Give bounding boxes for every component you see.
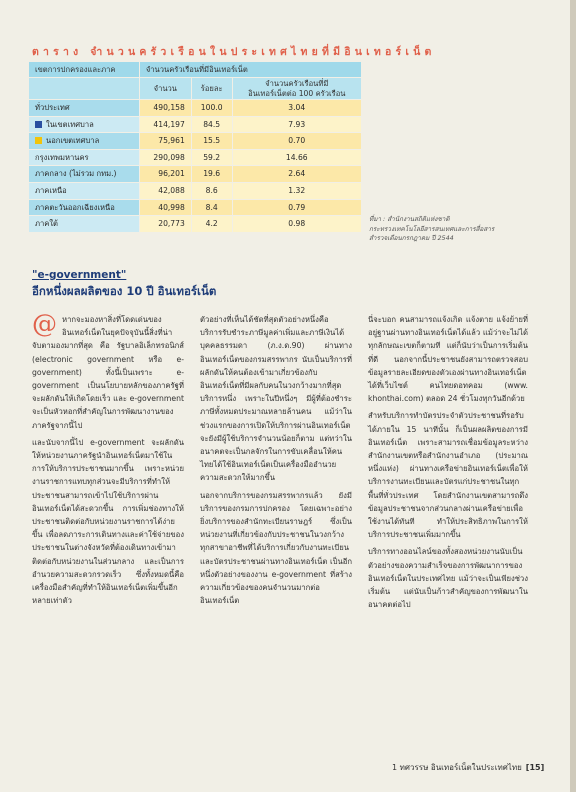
row-region: ภาคเหนือ — [29, 183, 139, 199]
article-column-1 — [32, 309, 184, 611]
row-per100: 14.66 — [233, 150, 361, 166]
header-group: จำนวนครัวเรือนที่มีอินเทอร์เน็ต — [140, 62, 361, 77]
footer-text: 1 ทศวรรษ อินเทอร์เน็ตในประเทศไทย — [392, 763, 522, 772]
table-row — [29, 200, 361, 216]
table-row — [29, 216, 361, 232]
article-paragraph: สำหรับบริการทำบัตรประจำตัวประชาชนที่รอรับได้ภายใน 15 นาทีนั้น ก็เป็นผลผลิตของการมีอินเทอร์เน็ต เพราะสามารถเชื่อมข้อมูลระหว่างสำนักงานเขตหรือสำนักงานอำเภอ (ประมาณหนึ่งแห่ง) ผ่านทางเครือข่ายอินเทอร์เน็ตเพื่อให้บริการงานทะเบียนและบัตรแก่ประชาชนในทุกพื้นที่ทั่วประเทศ โดยสำนักงานเขตสามารถดึงข้อมูลประชาชนจากส่วนกลางผ่านเครือข่ายเพื่อใช้งานได้ทันที ทำให้ประสิทธิภาพในการให้บริการประชาชนเพิ่มมากขึ้น — [368, 411, 528, 540]
header-per100-line1: จำนวนครัวเรือนที่มี — [265, 79, 329, 88]
table-row — [29, 133, 361, 149]
row-count: 490,158 — [140, 100, 191, 116]
row-region: ภาคกลาง (ไม่รวม กทม.) — [29, 166, 139, 182]
row-percent: 8.6 — [192, 183, 232, 199]
row-per100: 0.98 — [233, 216, 361, 232]
row-per100: 0.70 — [233, 133, 361, 149]
header-count: จำนวน — [140, 78, 191, 99]
table-row — [29, 117, 361, 133]
row-region-cell — [29, 133, 139, 149]
row-percent: 59.2 — [192, 150, 232, 166]
article-paragraph: นี่จะบอก คนสามารถแจ้งเกิด แจ้งตาย แจ้งย้ายที่อยู่ฐานผ่านทางอินเทอร์เน็ตได้แล้ว แม้ว่าจะไม่ได้ทุกลักษณะเขตก็ตามที แต่ก็นับว่าเป็นการเริ่มต้นที่ดี นอกจากนี้ประชาชนยังสามารถตรวจสอบข้อมูลรายละเอียดของตัวเองผ่านทางอินเทอร์เน็ตได้ที่เว็บไซต์ คนไทยดอทคอม (www. khonthai.com) ตลอด 24 ชั่วโมงทุกวันอีกด้วย — [368, 315, 528, 404]
section-title-line-2: อีกหนึ่งผลผลิตของ 10 ปี อินเทอร์เน็ต — [32, 284, 217, 298]
row-count: 20,773 — [140, 216, 191, 232]
table-source — [369, 215, 494, 244]
row-percent: 100.0 — [192, 100, 232, 116]
row-count: 414,197 — [140, 117, 191, 133]
article-paragraph — [32, 309, 184, 432]
row-count: 40,998 — [140, 200, 191, 216]
non-municipal-swatch-icon — [35, 137, 42, 144]
table-row — [29, 183, 361, 199]
article-paragraph: บริการทางออนไลน์ของทั้งสองหน่วยงานนับเป็นตัวอย่างของความสำเร็จของการพัฒนาการของอินเทอร์เน็ตในประเทศไทย แม้ว่าจะเป็นเพียงช่วงเริ่มต้น แต่นับเป็นก้าวสำคัญของการพัฒนาในอนาคตต่อไป — [368, 547, 528, 610]
row-count: 75,961 — [140, 133, 191, 149]
article-paragraph: นอกจากบริการของกรมสรรพากรแล้ว ยังมีบริการของกรมการปกครอง โดยเฉพาะอย่างยิ่งบริการของสำนักทะเบียนราษฎร์ ซึ่งเป็นหน่วยงานที่เกี่ยวข้องกับประชาชนในวงกว้าง ทุกสาขาอาชีพที่ได้บริการเกี่ยวกับงานทะเบียนและบัตรประชาชนผ่านทางอินเทอร์เน็ต เป็นอีกหนึ่งตัวอย่างของงาน e-government ที่สร้างความเกี่ยวข้องของคนจำนวนมากต่ออินเทอร์เน็ต — [200, 490, 352, 606]
household-internet-table — [28, 61, 362, 233]
table-row — [29, 100, 361, 116]
page-footer — [392, 761, 544, 774]
section-heading — [32, 269, 216, 301]
article-paragraph: และนับจากนี้ไป e-government จะผลักดันให้หน่วยงานภาครัฐนำอินเทอร์เน็ตมาใช้ในการให้บริการประชาชนมากขึ้น เพราะหน่วยงานราชการแทบทุกส่วนจะมีบริการที่ทำให้ประชาชนสามารถเข้าไปใช้บริการผ่านอินเทอร์เน็ตได้สะดวกขึ้น การเพิ่มช่องทางให้ประชาชนติดต่อกับหน่วยงานราชการได้ง่ายขึ้น เพื่อลดภาระการเดินทางและค่าใช้จ่ายของประชาชนในต่างจังหวัดที่ต้องเดินทางเข้ามาติดต่อกับหน่วยงานในส่วนกลาง และเป็นการอำนวยความสะดวกรวดเร็ว ซึ่งทั้งหมดนี้คือเครื่องมือสำคัญที่ทำให้อินเทอร์เน็ตเพิ่มขึ้นอีกหลายเท่าตัว — [32, 437, 184, 606]
table-title: ตาราง จำนวนครัวเรือนในประเทศไทยที่มีอินเทอร์เน็ต — [32, 46, 436, 58]
row-region: กรุงเทพมหานคร — [29, 150, 139, 166]
row-count: 290,098 — [140, 150, 191, 166]
source-line-3: สำรวจเดือนกรกฎาคม ปี 2544 — [369, 234, 454, 242]
article-paragraph: ตัวอย่างที่เห็นได้ชัดที่สุดตัวอย่างหนึ่งคือ บริการรับชำระภาษีมูลค่าเพิ่มและภาษีเงินได้บุคคลธรรมดา (ภ.ง.ด.90) ผ่านทางอินเทอร์เน็ตของกรมสรรพากร นับเป็นบริการที่ผลักดันให้คนต้องเข้ามาเกี่ยวข้องกับอินเทอร์เน็ตที่มีผลกับคนในวงกว้างมากที่สุดบริการหนึ่ง เพราะในปีหนึ่งๆ มีผู้ที่ต้องชำระภาษีทั้งหมดประมาณหลายล้านคน แม้ว่าในช่วงแรกของการเปิดให้บริการผ่านอินเทอร์เน็ตจะยังมีผู้ใช้บริการจำนวนน้อยก็ตาม แต่ทว่าในอนาคตจะเป็นกลจักรในการขับเคลื่อนให้คนไทยได้ใช้อินเทอร์เน็ตเป็นเครื่องมืออำนวยความสะดวกให้มากขึ้น — [200, 315, 352, 483]
row-percent: 84.5 — [192, 117, 232, 133]
table-row — [29, 166, 361, 182]
row-count: 96,201 — [140, 166, 191, 182]
row-region: ทั่วประเทศ — [29, 100, 139, 116]
row-per100: 0.79 — [233, 200, 361, 216]
row-region-cell — [29, 117, 139, 133]
page-number: [15] — [525, 763, 545, 772]
section-title-line-1: "e-government" — [32, 269, 127, 281]
header-percent: ร้อยละ — [192, 78, 232, 99]
row-per100: 1.32 — [233, 183, 361, 199]
page-edge — [570, 0, 576, 792]
article-column-3 — [368, 313, 528, 615]
table-header-row-2 — [29, 78, 361, 99]
row-region: นอกเขตเทศบาล — [46, 136, 100, 146]
row-percent: 8.4 — [192, 200, 232, 216]
row-per100: 2.64 — [233, 166, 361, 182]
row-percent: 4.2 — [192, 216, 232, 232]
row-region: ภาคตะวันออกเฉียงเหนือ — [29, 200, 139, 216]
source-line-1: ที่มา : สำนักงานสถิติแห่งชาติ — [369, 215, 450, 223]
article-column-2 — [200, 313, 352, 611]
row-region: ภาคใต้ — [29, 216, 139, 232]
row-percent: 15.5 — [192, 133, 232, 149]
paragraph-text: หากจะมองหาสิ่งที่โดดเด่นของอินเทอร์เน็ตในยุคปัจจุบันนี้สิ่งที่น่าจับตามองมากที่สุด คือ รัฐบาลอิเล็กทรอนิกส์ (electronic government หรือ e-government) ทั้งนี้เป็นเพราะ e-government เป็นนโยบายหลักของภาครัฐที่จะผลักดันให้เกิดโดยเร็ว และ e-government จะเป็นหัวหอกที่สำคัญในการพัฒนางานของภาครัฐจากนี้ไป — [32, 315, 184, 430]
row-count: 42,088 — [140, 183, 191, 199]
row-per100: 7.93 — [233, 117, 361, 133]
row-percent: 19.6 — [192, 166, 232, 182]
row-per100: 3.04 — [233, 100, 361, 116]
header-per100-line2: อินเทอร์เน็ตต่อ 100 ครัวเรือน — [248, 88, 346, 98]
table-header-row-1 — [29, 62, 361, 77]
source-line-2: กระทรวงเทคโนโลยีสารสนเทศและการสื่อสาร — [369, 224, 495, 233]
header-per100 — [233, 78, 361, 99]
at-sign-icon: @ — [32, 309, 57, 338]
header-region: เขตการปกครองและภาค — [29, 62, 139, 77]
municipal-swatch-icon — [35, 121, 42, 128]
header-blank — [29, 78, 139, 99]
row-region: ในเขตเทศบาล — [46, 119, 94, 129]
table-row — [29, 150, 361, 166]
